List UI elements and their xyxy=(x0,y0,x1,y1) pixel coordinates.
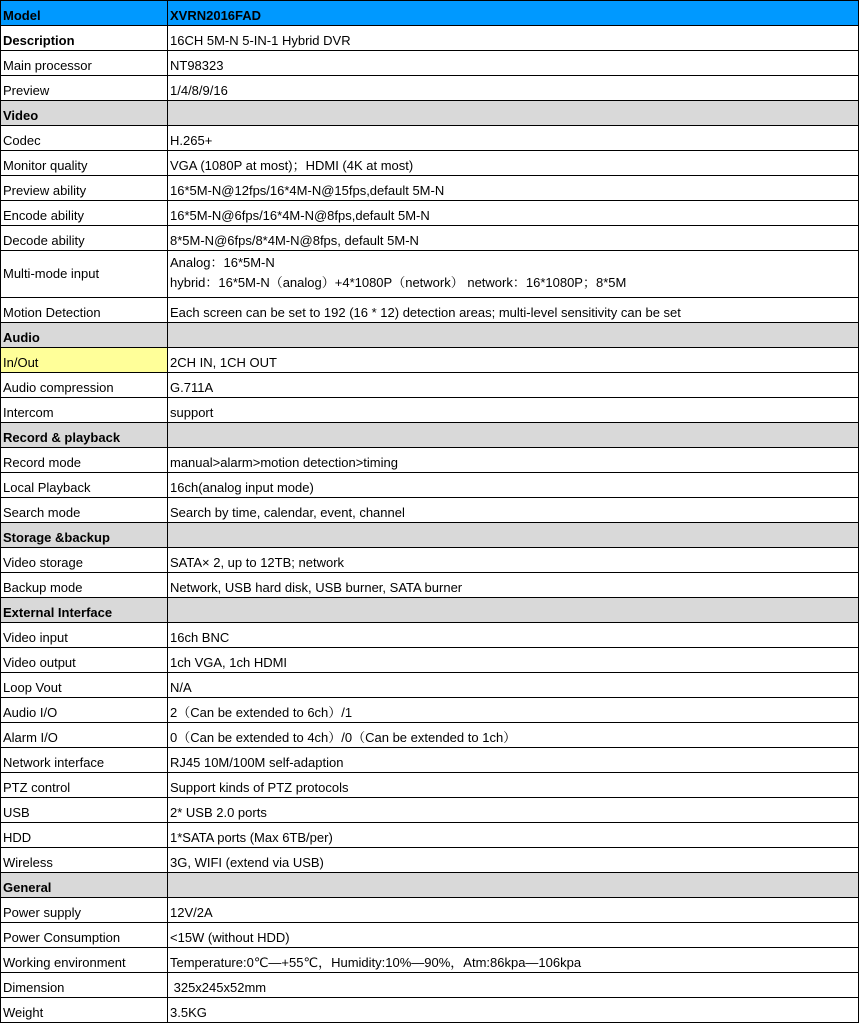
table-row xyxy=(1,448,859,473)
power-supply-value: 12V/2A xyxy=(168,898,859,923)
multi-mode-line-analog: Analog：16*5M-N xyxy=(170,255,275,270)
video-input-value: 16ch BNC xyxy=(168,623,859,648)
ptz-control-label: PTZ control xyxy=(1,773,168,798)
preview-ability-value: 16*5M-N@12fps/16*4M-N@15fps,default 5M-N xyxy=(168,176,859,201)
encode-ability-value: 16*5M-N@6fps/16*4M-N@8fps,default 5M-N xyxy=(168,201,859,226)
monitor-quality-label: Monitor quality xyxy=(1,151,168,176)
in-out-label[interactable]: In/Out xyxy=(1,348,168,373)
hdd-value: 1*SATA ports (Max 6TB/per) xyxy=(168,823,859,848)
codec-value: H.265+ xyxy=(168,126,859,151)
working-environment-label: Working environment xyxy=(1,948,168,973)
record-mode-label: Record mode xyxy=(1,448,168,473)
section-title-external: External Interface xyxy=(1,598,168,623)
table-row xyxy=(1,773,859,798)
table-row xyxy=(1,126,859,151)
weight-value: 3.5KG xyxy=(168,998,859,1023)
table-row xyxy=(1,573,859,598)
usb-value: 2* USB 2.0 ports xyxy=(168,798,859,823)
section-blank xyxy=(168,598,859,623)
video-output-value: 1ch VGA, 1ch HDMI xyxy=(168,648,859,673)
table-row xyxy=(1,923,859,948)
backup-mode-value: Network, USB hard disk, USB burner, SATA burner xyxy=(168,573,859,598)
audio-io-label: Audio I/O xyxy=(1,698,168,723)
alarm-io-label: Alarm I/O xyxy=(1,723,168,748)
video-output-label: Video output xyxy=(1,648,168,673)
table-row xyxy=(1,373,859,398)
table-row xyxy=(1,848,859,873)
table-row xyxy=(1,548,859,573)
main-processor-value: NT98323 xyxy=(168,51,859,76)
table-row xyxy=(1,76,859,101)
network-interface-value: RJ45 10M/100M self-adaption xyxy=(168,748,859,773)
table-row xyxy=(1,898,859,923)
section-title-audio: Audio xyxy=(1,323,168,348)
audio-io-value: 2（Can be extended to 6ch）/1 xyxy=(168,698,859,723)
table-row xyxy=(1,298,859,323)
table-row xyxy=(1,748,859,773)
table-row xyxy=(1,948,859,973)
monitor-quality-value: VGA (1080P at most)；HDMI (4K at most) xyxy=(168,151,859,176)
section-blank xyxy=(168,423,859,448)
motion-detection-value: Each screen can be set to 192 (16 * 12) detection areas; multi-level sensitivity can be set xyxy=(168,298,859,323)
table-row xyxy=(1,673,859,698)
preview-label: Preview xyxy=(1,76,168,101)
section-row-audio xyxy=(1,323,859,348)
table-row xyxy=(1,998,859,1023)
table-row xyxy=(1,698,859,723)
section-blank xyxy=(168,323,859,348)
record-mode-value: manual>alarm>motion detection>timing xyxy=(168,448,859,473)
main-processor-label: Main processor xyxy=(1,51,168,76)
local-playback-label: Local Playback xyxy=(1,473,168,498)
search-mode-label: Search mode xyxy=(1,498,168,523)
audio-compression-label: Audio compression xyxy=(1,373,168,398)
power-consumption-label: Power Consumption xyxy=(1,923,168,948)
section-blank xyxy=(168,523,859,548)
loop-vout-value: N/A xyxy=(168,673,859,698)
loop-vout-label: Loop Vout xyxy=(1,673,168,698)
table-row xyxy=(1,498,859,523)
section-title-video: Video xyxy=(1,101,168,126)
table-row xyxy=(1,648,859,673)
hdd-label: HDD xyxy=(1,823,168,848)
model-value: XVRN2016FAD xyxy=(168,1,859,26)
audio-compression-value: G.711A xyxy=(168,373,859,398)
backup-mode-label: Backup mode xyxy=(1,573,168,598)
section-row-general xyxy=(1,873,859,898)
table-row xyxy=(1,151,859,176)
preview-ability-label: Preview ability xyxy=(1,176,168,201)
table-row xyxy=(1,251,859,298)
ptz-control-value: Support kinds of PTZ protocols xyxy=(168,773,859,798)
search-mode-value: Search by time, calendar, event, channel xyxy=(168,498,859,523)
multi-mode-label: Multi-mode input xyxy=(1,251,168,298)
table-row xyxy=(1,51,859,76)
table-row xyxy=(1,26,859,51)
dimension-label: Dimension xyxy=(1,973,168,998)
decode-ability-label: Decode ability xyxy=(1,226,168,251)
table-row xyxy=(1,201,859,226)
dimension-value: 325x245x52mm xyxy=(168,973,859,998)
table-row xyxy=(1,176,859,201)
multi-mode-line-hybrid: hybrid：16*5M-N（analog）+4*1080P（network） network：16*1080P；8*5M xyxy=(170,275,627,290)
section-row-storage xyxy=(1,523,859,548)
description-value: 16CH 5M-N 5-IN-1 Hybrid DVR xyxy=(168,26,859,51)
table-row xyxy=(1,823,859,848)
table-row xyxy=(1,226,859,251)
model-row xyxy=(1,1,859,26)
weight-label: Weight xyxy=(1,998,168,1023)
section-blank xyxy=(168,101,859,126)
table-row xyxy=(1,348,859,373)
section-row-record xyxy=(1,423,859,448)
local-playback-value: 16ch(analog input mode) xyxy=(168,473,859,498)
intercom-value: support xyxy=(168,398,859,423)
intercom-label: Intercom xyxy=(1,398,168,423)
decode-ability-value: 8*5M-N@6fps/8*4M-N@8fps, default 5M-N xyxy=(168,226,859,251)
section-title-storage: Storage &backup xyxy=(1,523,168,548)
in-out-value: 2CH IN, 1CH OUT xyxy=(168,348,859,373)
network-interface-label: Network interface xyxy=(1,748,168,773)
table-row xyxy=(1,473,859,498)
wireless-label: Wireless xyxy=(1,848,168,873)
power-supply-label: Power supply xyxy=(1,898,168,923)
section-row-video xyxy=(1,101,859,126)
multi-mode-value xyxy=(168,251,859,298)
model-label: Model xyxy=(1,1,168,26)
section-title-general: General xyxy=(1,873,168,898)
section-row-external xyxy=(1,598,859,623)
video-input-label: Video input xyxy=(1,623,168,648)
video-storage-label: Video storage xyxy=(1,548,168,573)
wireless-value: 3G, WIFI (extend via USB) xyxy=(168,848,859,873)
alarm-io-value: 0（Can be extended to 4ch）/0（Can be extended to 1ch） xyxy=(168,723,859,748)
table-row xyxy=(1,798,859,823)
encode-ability-label: Encode ability xyxy=(1,201,168,226)
table-row xyxy=(1,973,859,998)
usb-label: USB xyxy=(1,798,168,823)
section-title-record: Record & playback xyxy=(1,423,168,448)
working-environment-value: Temperature:0℃—+55℃，Humidity:10%—90%，Atm:86kpa—106kpa xyxy=(168,948,859,973)
video-storage-value: SATA× 2, up to 12TB; network xyxy=(168,548,859,573)
codec-label: Codec xyxy=(1,126,168,151)
power-consumption-value: <15W (without HDD) xyxy=(168,923,859,948)
description-label: Description xyxy=(1,26,168,51)
section-blank xyxy=(168,873,859,898)
preview-value: 1/4/8/9/16 xyxy=(168,76,859,101)
table-row xyxy=(1,723,859,748)
table-row xyxy=(1,398,859,423)
table-row xyxy=(1,623,859,648)
motion-detection-label: Motion Detection xyxy=(1,298,168,323)
